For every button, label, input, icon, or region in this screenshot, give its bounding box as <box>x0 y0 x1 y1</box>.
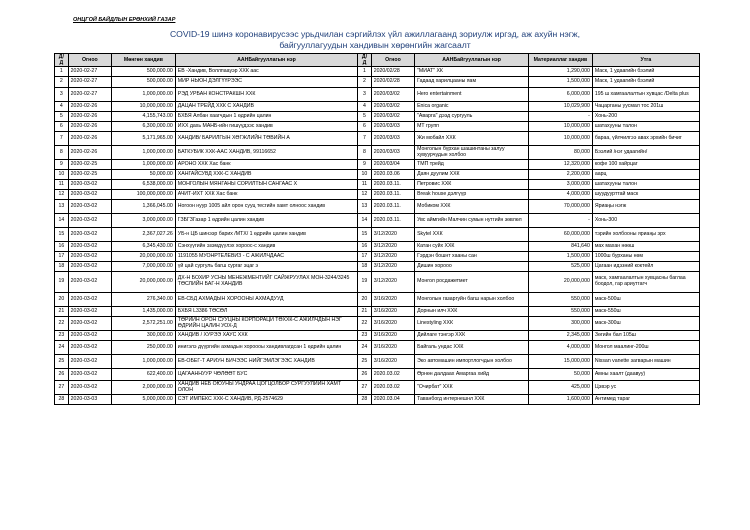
title-line-2: байгууллагуудын хандивын хөрөнгийн жагсаалт <box>279 40 471 50</box>
table-cell-org2: Hero entertainment <box>415 88 529 102</box>
table-cell-org2: Эко автомашин импортлогчдын холбоо <box>415 355 529 369</box>
col-header-date: Огноо <box>68 54 111 67</box>
table-cell-org2: Break house дэлгүүр <box>415 190 529 200</box>
table-row <box>55 355 700 369</box>
table-cell-org1: ХАНГАЙСУВД ХХК-С ХАНДИВ <box>175 170 357 180</box>
table-cell-mat: 2,345,000 <box>529 331 593 341</box>
table-cell-amt: 5,000,000.00 <box>111 395 175 405</box>
table-cell-org2: Таванбогд интернешнл ХХК <box>415 395 529 405</box>
table-cell-mat: 841,640 <box>529 242 593 252</box>
table-row <box>55 77 700 88</box>
table-row <box>55 102 700 112</box>
table-cell-desc: Амны хаалт (даавуу) <box>592 369 699 381</box>
table-row <box>55 180 700 190</box>
table-cell-org1: ЦАГААННУУР ЧӨЛӨӨТ БУС <box>175 369 357 381</box>
table-cell-d1: 2020-03-02 <box>68 317 111 331</box>
table-cell-amt: 2,367,027.26 <box>111 228 175 242</box>
table-cell-desc: шуудуурттай маск <box>592 190 699 200</box>
table-cell-mat: 1,500,000 <box>529 77 593 88</box>
table-cell-desc: Цэвэр ус <box>592 381 699 395</box>
table-cell-n1: 1 <box>55 67 69 77</box>
document-title <box>0 29 750 51</box>
table-cell-mat: 20,000,000 <box>529 272 593 293</box>
table-row <box>55 160 700 170</box>
table-cell-org1: ТӨРИЙН ОРОН СУУЦНЫ КОРПОРАЦИ ТӨХХК-С АЖИЛЧДЫН НЭГ ӨДРИЙН ЦАЛИН УОХ-Д <box>175 317 357 331</box>
table-row <box>55 331 700 341</box>
table-cell-d1: 2020-03-03 <box>68 395 111 405</box>
table-cell-d2: 2020/03/02 <box>371 88 414 102</box>
table-cell-desc: бараа, үйлчилгээ авах эрхийн бичиг <box>592 132 699 146</box>
table-cell-n1: 19 <box>55 272 69 293</box>
table-cell-desc: маск-500ш <box>592 293 699 307</box>
table-cell-amt: 5,171,965.00 <box>111 132 175 146</box>
table-cell-desc: шатахууны талон <box>592 180 699 190</box>
table-cell-d2: 2020/03/03 <box>371 132 414 146</box>
table-cell-org1: БХБЯ Албан хаагчдын 1 өдрийн цалин <box>175 112 357 122</box>
table-cell-d1: 2020-03-02 <box>68 341 111 355</box>
table-cell-n1: 7 <box>55 132 69 146</box>
table-cell-n2: 21 <box>358 307 372 317</box>
table-row <box>55 369 700 381</box>
table-cell-desc: Яриаңы нэгж <box>592 200 699 214</box>
table-cell-amt: 6,538,000.00 <box>111 180 175 190</box>
table-cell-d2: 2020/02/28 <box>371 77 414 88</box>
table-cell-n2: 22 <box>358 317 372 331</box>
col-header-index: Д/Д <box>55 54 69 67</box>
table-cell-org2: Мобиком ХХК <box>415 200 529 214</box>
table-cell-amt: 2,572,251.00 <box>111 317 175 331</box>
table-row <box>55 88 700 102</box>
table-cell-org1: Сэнхүүгийн эзэмдүүлэх хороос-с хандив <box>175 242 357 252</box>
table-cell-amt: 3,000,000.00 <box>111 214 175 228</box>
table-cell-n1: 8 <box>55 146 69 160</box>
table-cell-amt: 1,435,000.00 <box>111 307 175 317</box>
table-cell-amt: 622,400.00 <box>111 369 175 381</box>
table-cell-mat: 550,000 <box>529 307 593 317</box>
table-cell-d1: 2020-03-02 <box>68 214 111 228</box>
table-row <box>55 190 700 200</box>
table-cell-org1: ХАНДИВ/ БАРИЛГЫН ХӨГЖЛИЙН ТӨВИЙН А <box>175 132 357 146</box>
agency-name: ОНЦГОЙ БАЙДЛЫН ЕРӨНХИЙ ГАЗАР <box>73 17 176 23</box>
table-cell-d1: 2020-02-26 <box>68 112 111 122</box>
table-cell-n1: 14 <box>55 214 69 228</box>
table-cell-n1: 21 <box>55 307 69 317</box>
table-cell-d2: 3/12/2020 <box>371 242 414 252</box>
table-cell-n1: 18 <box>55 262 69 272</box>
table-cell-mat: 10,000,000 <box>529 122 593 132</box>
table-cell-org2: Монголын бүрхан шашинтаны залуу хувуурчудын холбоо <box>415 146 529 160</box>
table-cell-desc: Зөгийн бал 105ш <box>592 331 699 341</box>
table-cell-n1: 11 <box>55 180 69 190</box>
table-cell-org1: МИР НЬЮН ДЭЛГҮҮРЭЭС <box>175 77 357 88</box>
table-cell-desc: Цагаан идэзний коктейл <box>592 262 699 272</box>
table-cell-n1: 9 <box>55 160 69 170</box>
table-cell-desc: Чацарганы уусмал тос 201ш <box>592 102 699 112</box>
table-cell-amt: 10,000,000.00 <box>111 102 175 112</box>
table-cell-d1: 2020-03-02 <box>68 228 111 242</box>
table-cell-desc: маск-550ш <box>592 307 699 317</box>
table-cell-org1: ГЗБГЗГазар 1 өдрийн цалин хандив <box>175 214 357 228</box>
table-cell-amt: 500,000.00 <box>111 77 175 88</box>
table-row <box>55 67 700 77</box>
table-cell-org2: ТМП трейд <box>415 160 529 170</box>
table-cell-mat: 12,320,000 <box>529 160 593 170</box>
table-cell-org2: Гэрдэн бошнт хааны сан <box>415 252 529 262</box>
table-cell-d1: 2020-03-02 <box>68 190 111 200</box>
col-header-date-2: Огноо <box>371 54 414 67</box>
table-cell-d1: 2020-02-25 <box>68 160 111 170</box>
table-cell-n2: 11 <box>358 180 372 190</box>
table-row <box>55 262 700 272</box>
table-cell-org2: Дорнын илч ХХК <box>415 307 529 317</box>
table-cell-n2: 10 <box>358 170 372 180</box>
table-cell-amt: 2,000,000.00 <box>111 381 175 395</box>
col-header-description: Утга <box>592 54 699 67</box>
table-cell-d1: 2020-03-02 <box>68 355 111 369</box>
table-cell-org1: Ногоон нуур 1005 айл орон сууц тесгийн хамт олноос хандив <box>175 200 357 214</box>
table-cell-d1: 2020-02-26 <box>68 122 111 132</box>
table-row <box>55 272 700 293</box>
table-row <box>55 395 700 405</box>
table-cell-desc: кофе 100 хайрцаг <box>592 160 699 170</box>
table-cell-d2: 3/16/2020 <box>371 317 414 331</box>
table-cell-n2: 2 <box>358 77 372 88</box>
table-cell-d2: 2020.03.06 <box>371 170 414 180</box>
table-cell-mat: 80,000 <box>529 146 593 160</box>
table-cell-amt: 7,000,000.00 <box>111 262 175 272</box>
table-row <box>55 146 700 160</box>
table-cell-org2: Даян дуулим ХХК <box>415 170 529 180</box>
table-cell-amt: 276,340.00 <box>111 293 175 307</box>
table-cell-n1: 3 <box>55 88 69 102</box>
table-cell-n2: 6 <box>358 122 372 132</box>
table-row <box>55 341 700 355</box>
table-cell-mat: 1,600,000 <box>529 395 593 405</box>
table-cell-n1: 4 <box>55 102 69 112</box>
table-cell-n1: 13 <box>55 200 69 214</box>
table-cell-mat: 60,000,000 <box>529 228 593 242</box>
table-cell-d2: 3/16/2020 <box>371 293 414 307</box>
table-cell-org1: ХАНДИВ / ХУРЭЭ ХАУС ХХК <box>175 331 357 341</box>
table-cell-n2: 20 <box>358 293 372 307</box>
table-cell-n2: 3 <box>358 88 372 102</box>
table-cell-n1: 26 <box>55 369 69 381</box>
table-cell-n2: 12 <box>358 190 372 200</box>
table-cell-org2: Байгаль ундас ХХК <box>415 341 529 355</box>
table-cell-d2: 3/16/2020 <box>371 355 414 369</box>
table-cell-org1: 1191055 МУОНРТЕЛЕВИЗ - С АЖИЛЧДААС <box>175 252 357 262</box>
table-cell-mat: - <box>529 112 593 122</box>
table-cell-n2: 25 <box>358 355 372 369</box>
table-cell-n2: 5 <box>358 112 372 122</box>
table-cell-mat: 6,000,000 <box>529 88 593 102</box>
table-cell-mat: 1,500,000 <box>529 252 593 262</box>
table-cell-d1: 2020-03-02 <box>68 331 111 341</box>
table-cell-d1: 2020-02-26 <box>68 102 111 112</box>
table-cell-n1: 6 <box>55 122 69 132</box>
table-cell-n2: 28 <box>358 395 372 405</box>
table-cell-mat: 1,290,000 <box>529 67 593 77</box>
table-row <box>55 307 700 317</box>
table-cell-org2: Гадаад харилцааны яам <box>415 77 529 88</box>
col-header-material-donation: Материаллаг хандив <box>529 54 593 67</box>
table-cell-d2: 2020.03.04 <box>371 395 414 405</box>
table-cell-d1: 2020-02-26 <box>68 146 111 160</box>
table-cell-org1: инигэлэ дүүргийн ахмадын хороооы хандивлагдсан 1 өдрийн цалин <box>175 341 357 355</box>
table-cell-desc: Антимед тараг <box>592 395 699 405</box>
table-cell-d2: 2020.03.02 <box>371 369 414 381</box>
table-cell-amt: 20,000,000.00 <box>111 252 175 262</box>
table-cell-d1: 2020-03-02 <box>68 242 111 252</box>
table-cell-org2: Linestyling ХХК <box>415 317 529 331</box>
table-cell-d2: 3/12/2020 <box>371 262 414 272</box>
table-cell-amt: 1,000,000.00 <box>111 355 175 369</box>
table-cell-mat: 525,000 <box>529 262 593 272</box>
table-row <box>55 252 700 262</box>
table-cell-n1: 22 <box>55 317 69 331</box>
table-cell-n2: 4 <box>358 102 372 112</box>
table-cell-org2: Дийлаге тэнгэр ХХК <box>415 331 529 341</box>
table-cell-n2: 7 <box>358 132 372 146</box>
table-row <box>55 381 700 395</box>
table-cell-org1: БХБЯ L3386 ТӨСӨЛ <box>175 307 357 317</box>
table-cell-mat: 300,000 <box>529 317 593 331</box>
table-row <box>55 293 700 307</box>
table-row <box>55 317 700 331</box>
table-cell-desc: Монгол маалинг-200ш <box>592 341 699 355</box>
table-cell-org2: МТ групп <box>415 122 529 132</box>
table-cell-mat: 2,200,000 <box>529 170 593 180</box>
table-cell-d1: 2020-03-02 <box>68 262 111 272</box>
table-cell-d1: 2020-03-02 <box>68 180 111 190</box>
table-cell-d2: 2020/02/28 <box>371 67 414 77</box>
table-cell-desc: Nissan vanette загварын машин <box>592 355 699 369</box>
table-cell-n2: 9 <box>358 160 372 170</box>
table-cell-org1: РЭД УРБАН КОНСТРАКШН ХХК <box>175 88 357 102</box>
table-cell-org1: АРОНО ХХК Хас банк <box>175 160 357 170</box>
table-cell-amt: 6,300,000.00 <box>111 122 175 132</box>
table-cell-org2: Дишин хорооо <box>415 262 529 272</box>
table-row <box>55 214 700 228</box>
table-cell-n2: 18 <box>358 262 372 272</box>
table-cell-amt: 6,345,430.00 <box>111 242 175 252</box>
table-cell-amt: 4,155,743.00 <box>111 112 175 122</box>
table-cell-n2: 27 <box>358 381 372 395</box>
table-cell-amt: 1,000,000.00 <box>111 160 175 170</box>
table-row <box>55 170 700 180</box>
table-cell-n2: 1 <box>358 67 372 77</box>
table-cell-org1: ЕВ-СБД АХМАДЫН ХОРООНЫ АХМАДУУД <box>175 293 357 307</box>
table-cell-mat: 10,029,900 <box>529 102 593 112</box>
table-cell-n2: 23 <box>358 331 372 341</box>
table-row <box>55 242 700 252</box>
table-cell-n2: 19 <box>358 272 372 293</box>
table-cell-n1: 5 <box>55 112 69 122</box>
table-cell-n1: 10 <box>55 170 69 180</box>
table-cell-d2: 3/12/2020 <box>371 228 414 242</box>
title-line-1: COVID-19 шинэ коронавирусээс урьдчилан сэргийлэх үйл ажиллагаанд зориулж иргэд, аж ахуйн нэгж, <box>169 29 581 39</box>
table-cell-d2: 2020.03.11. <box>371 200 414 214</box>
table-cell-amt: 300,000.00 <box>111 331 175 341</box>
table-cell-n1: 25 <box>55 355 69 369</box>
table-cell-d2: 3/16/2020 <box>371 307 414 317</box>
table-cell-mat: 425,000 <box>529 381 593 395</box>
table-cell-d2: 3/12/2020 <box>371 252 414 262</box>
table-cell-d1: 2020-03-02 <box>68 293 111 307</box>
donations-table <box>54 53 700 405</box>
table-cell-amt: 1,366,045.00 <box>111 200 175 214</box>
table-cell-n1: 17 <box>55 252 69 262</box>
table-cell-n2: 15 <box>358 228 372 242</box>
table-cell-mat: 4,000,000 <box>529 341 593 355</box>
table-cell-org1: ХАНДИВ НЕБ ОЮУНЫ УНДРАА ЦОГЦОЛБОР СУРГУУЛИЙН ХАМТ ОЛОН <box>175 381 357 395</box>
table-cell-n2: 24 <box>358 341 372 355</box>
table-row <box>55 122 700 132</box>
table-cell-desc: маx махан нөөш <box>592 242 699 252</box>
table-cell-d2: 2020.03.11. <box>371 214 414 228</box>
table-cell-desc: шатахууны талон <box>592 122 699 132</box>
table-cell-org2: "Аваргa" дээд сургууль <box>415 112 529 122</box>
table-cell-org1: БАТКУБИК ХХК-ААС ХАНДИВ, 99116652 <box>175 146 357 160</box>
table-cell-desc: Маск, 1 удаагийн бээлий <box>592 77 699 88</box>
table-cell-desc: Бээлий /нэг удаагийн/ <box>592 146 699 160</box>
table-cell-org1: УБ-н ЦБ шинээр барих /МТХ/ 1 өдрийн цалин хандив <box>175 228 357 242</box>
table-cell-desc: 195 ш хамгаалалтын хувцас /Delta plus <box>592 88 699 102</box>
table-cell-amt: 20,000,000.00 <box>111 272 175 293</box>
table-cell-mat: 70,000,000 <box>529 200 593 214</box>
table-cell-org2: Enica organic <box>415 102 529 112</box>
table-cell-d1: 2020-03-02 <box>68 369 111 381</box>
table-cell-amt: 1,000,000.00 <box>111 146 175 160</box>
table-cell-d2: 3/16/2020 <box>371 331 414 341</box>
table-cell-org1: АЧИТ-ИХТ ХХК Хас банк <box>175 190 357 200</box>
table-row <box>55 112 700 122</box>
table-cell-n1: 16 <box>55 242 69 252</box>
table-cell-mat: 3,000,000 <box>529 180 593 190</box>
table-cell-org1: МОНГОЛЫН МЯНГАНЫ СОРИЛТЫН САНГААС Х <box>175 180 357 190</box>
table-cell-n1: 20 <box>55 293 69 307</box>
table-cell-desc: Хонь-300 <box>592 214 699 228</box>
table-cell-n2: 14 <box>358 214 372 228</box>
table-cell-org1: ЕВ -Хандив, Воллпаауэр ХХК аас <box>175 67 357 77</box>
table-cell-desc: аарц <box>592 170 699 180</box>
table-cell-desc: маск, хамгаалалтын хувцасны баглаа боодол, гар ариутгагч <box>592 272 699 293</box>
table-cell-desc: маск-300ш <box>592 317 699 331</box>
table-cell-org1: СЭТ ИМПЕКС ХХК-С ХАНДИВ, РД-2574629 <box>175 395 357 405</box>
table-row <box>55 200 700 214</box>
table-cell-org1: ЕВ-ОБЕГ-Т АРИУН БИЧЭЭС НИЙГЭМЛЭГЭЭС ХАНДИВ <box>175 355 357 369</box>
table-cell-mat: 15,000,000 <box>529 355 593 369</box>
table-cell-n2: 16 <box>358 242 372 252</box>
col-header-organization-2: ААНБайгууллагын нэр <box>415 54 529 67</box>
table-cell-mat: 550,000 <box>529 293 593 307</box>
table-cell-d1: 2020-02-27 <box>68 77 111 88</box>
table-cell-amt: 500,000.00 <box>111 67 175 77</box>
table-row <box>55 132 700 146</box>
table-cell-n1: 2 <box>55 77 69 88</box>
table-cell-desc: Хонь-200 <box>592 112 699 122</box>
table-cell-org1: ДХ-Н БОХИР УСНЫ МЕНЕЖМЕНТИЙГ САЙЖРУУЛАХ МОН-3244/3245 ТӨСЛИЙН БАГ-Н ХАНДИВ <box>175 272 357 293</box>
table-cell-org2: "МИАТ" ХК <box>415 67 529 77</box>
table-cell-amt: 100,000,000.00 <box>111 190 175 200</box>
table-cell-n2: 13 <box>358 200 372 214</box>
table-cell-d1: 2020-03-02 <box>68 272 111 293</box>
table-cell-mat: 50,000 <box>529 369 593 381</box>
table-cell-org2: Увс аймгийн Малчин сумын нутгийн зөвлөл <box>415 214 529 228</box>
table-cell-d1: 2020-03-02 <box>68 381 111 395</box>
table-cell-mat: - <box>529 214 593 228</box>
table-cell-n1: 27 <box>55 381 69 395</box>
col-header-cash-donation: Мөнгөн хандив <box>111 54 175 67</box>
table-cell-d2: 3/16/2020 <box>371 341 414 355</box>
table-cell-d2: 3/12/2020 <box>371 272 414 293</box>
table-cell-d1: 2020-03-02 <box>68 307 111 317</box>
table-cell-org2: Монголын газаргуйн багш нарын холбоо <box>415 293 529 307</box>
table-cell-d2: 2020.03.11. <box>371 180 414 190</box>
col-header-organization: ААНБайгууллагын нэр <box>175 54 357 67</box>
table-cell-d1: 2020-02-27 <box>68 67 111 77</box>
table-cell-d2: 2020/03/02 <box>371 112 414 122</box>
table-cell-org1: үй цай сургуль багш сургаг эцаг э <box>175 262 357 272</box>
table-cell-d2: 2020.03.11. <box>371 190 414 200</box>
table-cell-org1: ДАЦАН ТРЕЙД ХХК С ХАНДИВ <box>175 102 357 112</box>
table-cell-amt: 1,000,000.00 <box>111 88 175 102</box>
table-cell-d2: 2020/03/03 <box>371 122 414 132</box>
table-cell-org2: Skytel ХХК <box>415 228 529 242</box>
table-cell-org1: ИХХ дахь МАНБ-ийн гишүүдээс хандив <box>175 122 357 132</box>
table-cell-n1: 24 <box>55 341 69 355</box>
table-cell-d2: 2020/03/02 <box>371 102 414 112</box>
table-cell-amt: 250,000.00 <box>111 341 175 355</box>
table-cell-mat: 4,000,000 <box>529 190 593 200</box>
table-cell-org2: Катан суйх ХХК <box>415 242 529 252</box>
table-cell-org2: Жи мобайл ХХК <box>415 132 529 146</box>
table-cell-n1: 23 <box>55 331 69 341</box>
table-cell-mat: 10,000,000 <box>529 132 593 146</box>
table-cell-n2: 26 <box>358 369 372 381</box>
table-cell-d1: 2020-02-27 <box>68 88 111 102</box>
table-cell-d1: 2020-03-02 <box>68 200 111 214</box>
table-cell-org2: "Очирбат" ХХК <box>415 381 529 395</box>
table-cell-org2: Монгол росдажетмет <box>415 272 529 293</box>
table-cell-amt: 50,000.00 <box>111 170 175 180</box>
table-cell-d1: 2020-02-26 <box>68 132 111 146</box>
table-header-row <box>55 54 700 67</box>
table-cell-n1: 28 <box>55 395 69 405</box>
table-cell-n2: 8 <box>358 146 372 160</box>
table-cell-d1: 2020-02-25 <box>68 170 111 180</box>
table-cell-d2: 2020/03/04 <box>371 160 414 170</box>
table-row <box>55 228 700 242</box>
table-cell-d1: 2020-03-02 <box>68 252 111 262</box>
table-cell-n1: 15 <box>55 228 69 242</box>
table-cell-n1: 12 <box>55 190 69 200</box>
table-cell-desc: 1000ш бурханы нөм <box>592 252 699 262</box>
table-cell-d2: 2020.03.02 <box>371 381 414 395</box>
table-cell-org2: Петровис ХХК <box>415 180 529 190</box>
table-cell-d2: 2020/03/03 <box>371 146 414 160</box>
table-cell-org2: Өрнөн далдаах Амаргаа хийд <box>415 369 529 381</box>
table-cell-n2: 17 <box>358 252 372 262</box>
table-cell-desc: Маск, 1 удаагийн бээлий <box>592 67 699 77</box>
col-header-index-2: Д/Д <box>358 54 372 67</box>
table-cell-desc: тэрийн холбооны яриаңы эрх <box>592 228 699 242</box>
